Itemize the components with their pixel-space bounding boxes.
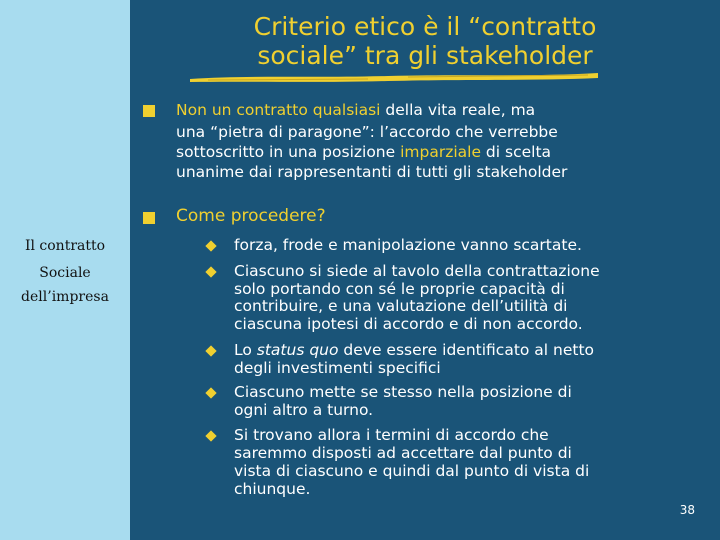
square-bullet-icon bbox=[143, 212, 155, 224]
sub-bullet-4-line-1: Ciascuno mette se stesso nella posizione di bbox=[234, 383, 572, 401]
bullet-1-line-3 bbox=[176, 144, 551, 161]
sub-bullet-3-pre: Lo bbox=[234, 341, 257, 359]
sidebar-label-line-3: dell’impresa bbox=[21, 289, 109, 305]
bullet-1-rest: della vita reale, ma bbox=[380, 101, 536, 119]
sidebar-label-line-2: Sociale bbox=[39, 265, 91, 281]
bullet-1-highlight: Non un contratto qualsiasi bbox=[176, 101, 381, 119]
sub-bullet-5-line-3: vista di ciascuno e quindi dal punto di vista di bbox=[234, 462, 590, 480]
bullet-1-line-1 bbox=[176, 102, 535, 119]
title-line-1: Criterio etico è il “contratto bbox=[253, 12, 597, 41]
title-line-2: sociale” tra gli stakeholder bbox=[257, 41, 593, 70]
sub-bullet-4-line-2: ogni altro a turno. bbox=[234, 401, 374, 419]
page-number: 38 bbox=[679, 503, 695, 517]
bullet-1-line-4: unanime dai rappresentanti di tutti gli stakeholder bbox=[176, 163, 568, 181]
square-bullet-icon bbox=[143, 105, 155, 117]
sub-bullet-2-line-3: contribuire, e una valutazione dell’utilità di bbox=[234, 297, 568, 315]
sub-bullet-5-line-4: chiunque. bbox=[234, 480, 311, 498]
bullet-1-line-3-highlight: imparziale bbox=[400, 143, 481, 161]
sub-bullet-3-line-2: degli investimenti specifici bbox=[234, 359, 441, 377]
sub-bullet-2-line-4: ciascuna ipotesi di accordo e di non accordo. bbox=[234, 315, 583, 333]
bullet-2-heading: Come procedere? bbox=[176, 206, 326, 226]
brush-underline bbox=[188, 70, 600, 84]
bullet-1-line-3a: sottoscritto in una posizione bbox=[176, 143, 401, 161]
bullet-1-line-3c: di scelta bbox=[481, 143, 552, 161]
sub-bullet-1-line-1: forza, frode e manipolazione vanno scartate. bbox=[234, 236, 582, 254]
sidebar-label-line-1: Il contratto bbox=[24, 238, 106, 254]
bullet-1-line-2: una “pietra di paragone”: l’accordo che verrebbe bbox=[176, 123, 558, 141]
sub-bullet-2-line-1: Ciascuno si siede al tavolo della contrattazione bbox=[234, 262, 600, 280]
sub-bullet-5-line-1: Si trovano allora i termini di accordo che bbox=[234, 426, 549, 444]
slide-title bbox=[130, 12, 720, 70]
sub-bullet-3-post: deve essere identificato al netto bbox=[338, 341, 595, 359]
sub-bullet-2-line-2: solo portando con sé le proprie capacità di bbox=[234, 280, 565, 298]
sub-bullet-5-line-2: saremmo disposti ad accettare dal punto di bbox=[234, 444, 572, 462]
sub-bullet-3-line-1 bbox=[234, 342, 594, 360]
sub-bullet-3-emphasis: status quo bbox=[256, 341, 339, 359]
